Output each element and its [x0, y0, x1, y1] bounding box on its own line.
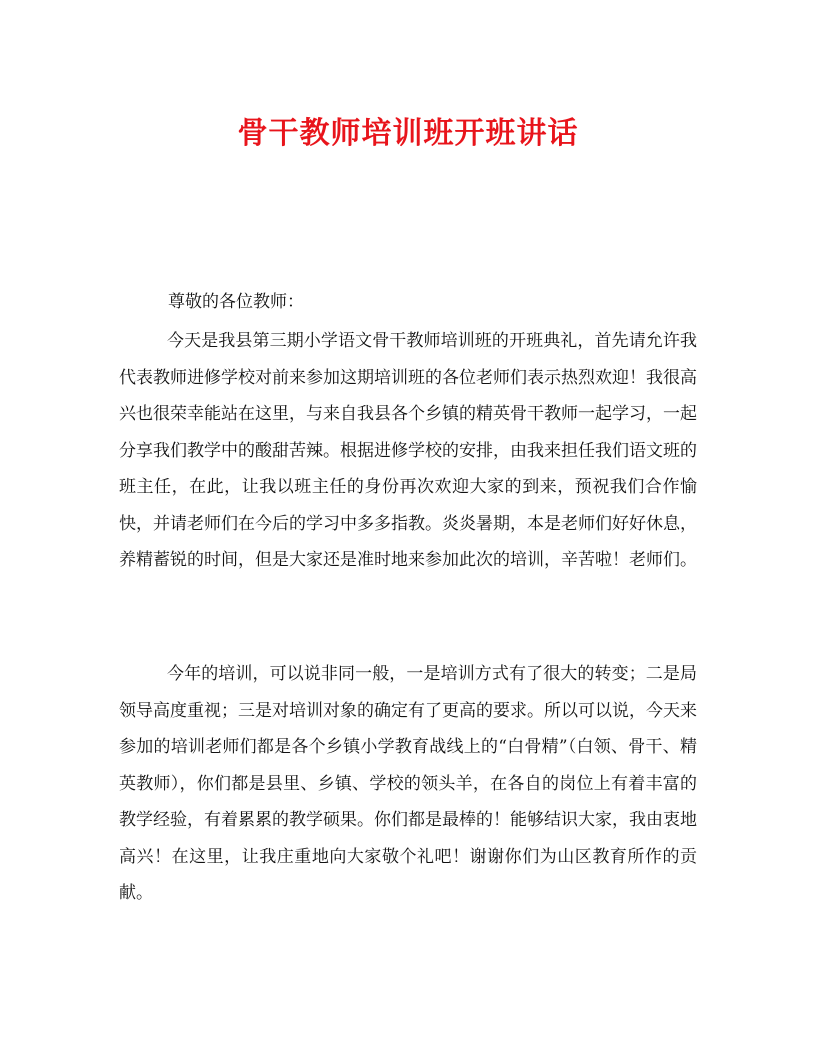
- salutation: 尊敬的各位教师：: [168, 292, 304, 312]
- paragraph-1: 今天是我县第三期小学语文骨干教师培训班的开班典礼，首先请允许我代表教师进修学校对前来参加这期培训班的各位老师们表示热烈欢迎！我很高兴也很荣幸能站在这里，与来自我县各个乡镇的精英骨干教师一起学习，一起分享我们教学中的酸甜苦辣。根据进修学校的安排，由我来担任我们语文班的班主任，在此，让我以班主任的身份再次欢迎大家的到来，预祝我们合作愉快，并请老师们在今后的学习中多多指教。炎炎暑期，本是老师们好好休息，养精蓄锐的时间，但是大家还是准时地来参加此次的培训，辛苦啦！老师们。: [119, 331, 697, 570]
- document-title: 骨干教师培训班开班讲话: [237, 116, 579, 151]
- paragraph-2: 今年的培训，可以说非同一般，一是培训方式有了很大的转变；二是局领导高度重视；三是对培训对象的确定有了更高的要求。所以可以说，今天来参加的培训老师们都是各个乡镇小学教育战线上的“白骨精”（白领、骨干、精英教师），你们都是县里、乡镇、学校的领头羊，在各自的岗位上有着丰富的教学经验，有着累累的教学硕果。你们都是最棒的！能够结识大家，我由衷地高兴！在这里，让我庄重地向大家敬个礼吧！谢谢你们为山区教育所作的贡献。: [119, 664, 697, 903]
